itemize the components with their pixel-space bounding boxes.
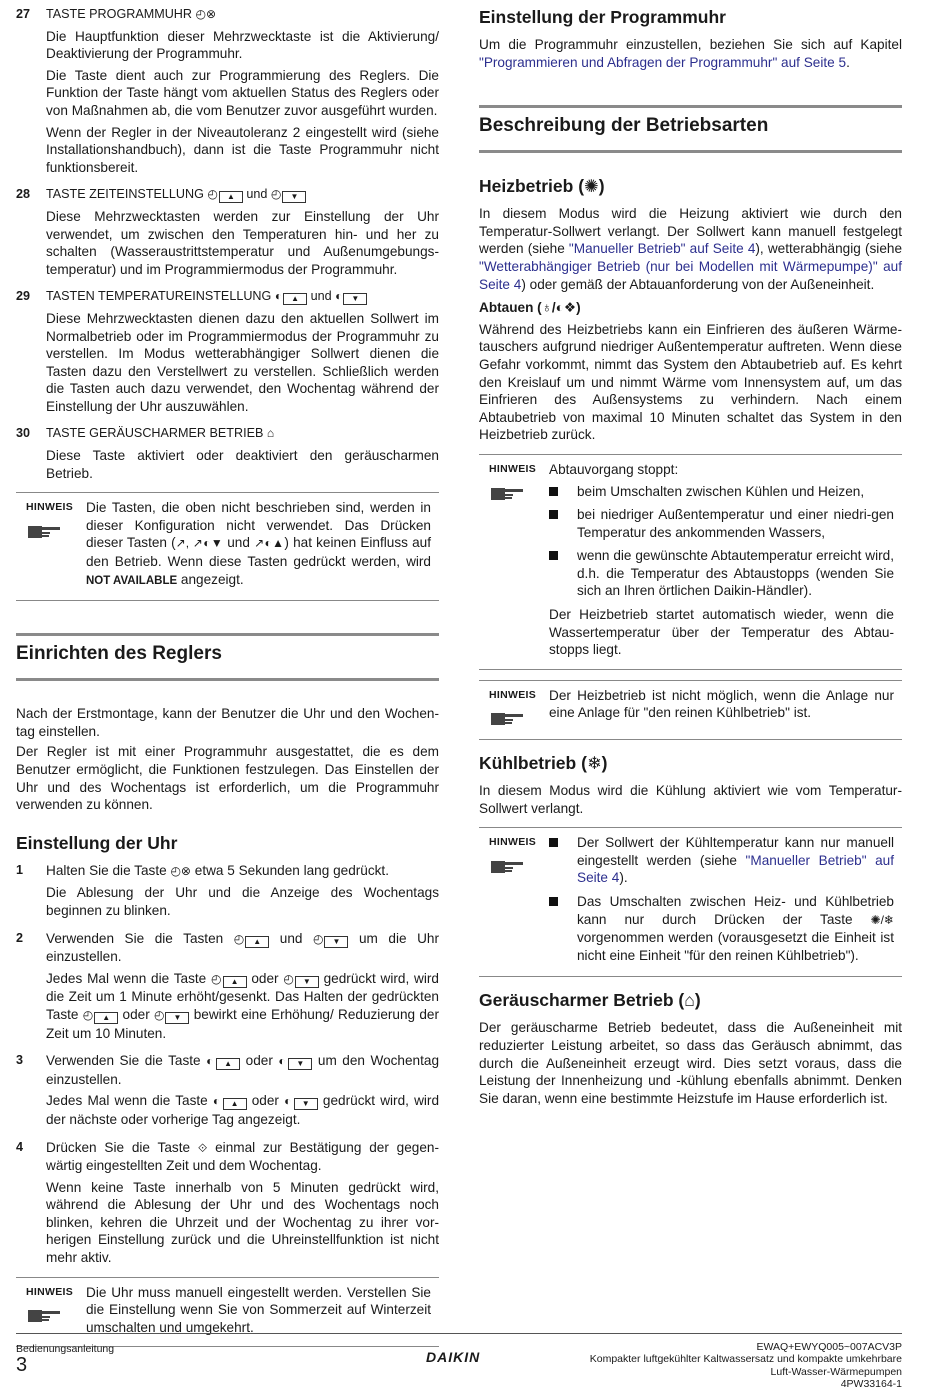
step-4: 4 Drücken Sie die Taste ⟐ einmal zur Bestätigung der gegen-wärtig eingestellten Zeit und dem Wochentag. Wenn keine Taste innerhalb von 5 Minuten gedrückt wird, während die Ablesung der Uhr und des Wochentags noch blinken, kehren die Uhrzeit und der Wochentag zu ihrer vor-herigen Einstellung zurück und die Uhreinstellfunktion ist nicht mehr aktiv. bbox=[16, 1139, 439, 1266]
item-number: 27 bbox=[16, 7, 31, 21]
item-28 bbox=[16, 186, 439, 282]
bullet-icon bbox=[549, 487, 558, 496]
list-item: wenn die gewünschte Abtautemperatur erreicht wird, d.h. die Temperatur des Abtaustopps (wenden Sie sich an Ihren örtlichen Daikin-Händler). bbox=[549, 547, 894, 600]
paragraph: Drücken Sie die Taste ⟐ einmal zur Bestätigung der gegen-wärtig eingestellten Zeit und dem Wochentag. bbox=[46, 1139, 439, 1174]
note-label: HINWEIS bbox=[489, 836, 537, 849]
item-heading: TASTE GERÄUSCHARMER BETRIEB ⌂ bbox=[46, 426, 275, 441]
clock-down-icon: ◴ ▼ bbox=[283, 972, 318, 986]
temp-down-icon: ◐ ▼ bbox=[335, 289, 367, 303]
link-wetterabhaengiger-betrieb[interactable]: "Wetterabhängiger Betrieb (nur bei Modellen mit Wärmepumpe)" auf Seite 4 bbox=[479, 258, 902, 292]
list-item: Das Umschalten zwischen Heiz- und Kühlbetrieb kann nur durch Drücken der Taste ✺/❄ vorgenommen werden (vorausgesetzt die Einheit ist nicht eine Einheit "für den reinen Kühlbetrieb"). bbox=[549, 893, 894, 964]
key-symbols-icon: ↗, ↗◐▼ bbox=[175, 536, 224, 551]
note-box bbox=[16, 492, 439, 601]
bullet-icon bbox=[549, 838, 558, 847]
list-item: Der Sollwert der Kühltemperatur kann nur manuell eingestellt werden (siehe "Manueller Betrieb" auf Seite 4). bbox=[549, 834, 894, 887]
page-footer bbox=[16, 1333, 902, 1390]
step-3: 3 Verwenden Sie die Taste ◐ ▲ oder ◐ ▼ um den Wochentag einzustellen. Jedes Mal wenn die Taste ◐ ▲ oder ◐ ▼ gedrückt wird, wird der nächste oder vorherige Tag angezeigt. bbox=[16, 1053, 440, 1127]
temp-up-icon: ◐ ▲ bbox=[206, 1054, 240, 1068]
footer-doc-type: Bedienungsanleitung bbox=[16, 1343, 115, 1355]
pointing-hand-icon bbox=[26, 1305, 62, 1325]
clock-up-icon: ◴ ▲ bbox=[207, 187, 242, 201]
paragraph: Verwenden Sie die Taste ◐ ▲ oder ◐ ▼ um den Wochentag einzustellen. bbox=[46, 1053, 440, 1087]
paragraph: Nach der Erstmontage, kann der Benutzer die Uhr und den Wochen-tag einstellen. bbox=[16, 706, 439, 739]
paragraph: Wenn keine Taste innerhalb von 5 Minuten gedrückt wird, während die Ablesung der Uhr und des Wochentags noch blinken, kehren die Uhrzeit und der Wochentag zu ihrer vor-herigen Einstellung zurück und die Uhreinstellfunktion ist nicht mehr aktiv. bbox=[46, 1179, 439, 1266]
snowflake-icon: ❄ bbox=[586, 753, 602, 774]
paragraph: Jedes Mal wenn die Taste ◐ ▲ oder ◐ ▼ gedrückt wird, wird der nächste oder vorherige Tag angezeigt. bbox=[46, 1093, 440, 1127]
clock-up-icon: ◴ ▲ bbox=[234, 932, 269, 946]
defrost-icon: ♁/◐❖ bbox=[541, 300, 577, 316]
pointing-hand-icon bbox=[489, 483, 525, 503]
clock-up-icon: ◴ ▲ bbox=[211, 972, 246, 986]
paragraph: Um die Programmuhr einzustellen, beziehen Sie sich auf Kapitel "Programmieren und Abfragen der Programmuhr" auf Seite 5. bbox=[479, 37, 902, 70]
paragraph: Der Regler ist mit einer Programmuhr ausgestattet, die es dem Benutzer ermöglicht, die Funktionen festzulegen. Das Einstellen der Uhr und des Wochentags ist erforderlich, um die Programmuhr verwenden zu können. bbox=[16, 744, 439, 813]
clock-down-icon: ◴ ▼ bbox=[313, 932, 348, 946]
pointing-hand-icon bbox=[26, 521, 62, 541]
note-text: Abtauvorgang stoppt: bbox=[549, 461, 679, 477]
list-item: beim Umschalten zwischen Kühlen und Heizen, bbox=[549, 483, 894, 501]
section-heading-betriebsarten: Beschreibung der Betriebsarten bbox=[479, 105, 902, 153]
clock-timer-icon: ◴⊗ bbox=[170, 863, 191, 878]
clock-down-icon: ◴ ▼ bbox=[154, 1008, 189, 1022]
subheading-abtauen: Abtauen (♁/◐❖) bbox=[479, 300, 581, 316]
heat-cool-icon: ✺/❄ bbox=[870, 912, 894, 927]
key-symbols-icon: ↗◐▲ bbox=[254, 536, 285, 551]
paragraph: Jedes Mal wenn die Taste ◴ ▲ oder ◴ ▼ gedrückt wird, wird die Zeit um 1 Minute erhöht/gesenkt. Das Halten der gedrückten Taste ◴ ▲ oder ◴ ▼ bewirkt eine Erhöhung/ Reduzierung der Zeit um 10 Minuten. bbox=[46, 970, 440, 1041]
confirm-icon: ⟐ bbox=[197, 1140, 208, 1155]
paragraph: In diesem Modus wird die Kühlung aktiviert wie vom Temperatur-Sollwert verlangt. bbox=[479, 783, 902, 816]
temp-down-icon: ◐ ▼ bbox=[284, 1094, 318, 1108]
left-column bbox=[16, 6, 439, 1347]
paragraph: Diese Mehrzwecktasten dienen dazu den aktuellen Sollwert im Normalbetrieb oder im Programmiermodus der Programmuhr zu verstellen. Im Modus wetterabhängiger Sollwert dienen die Tasten dazu den Verstellwert zu verstellen. Schließlich werden die Tasten auch dazu verwendet, den Wochentag während der Einstellung der Uhr auszuwählen. bbox=[46, 310, 439, 414]
right-column bbox=[479, 6, 902, 1110]
note-text: Der Heizbetrieb ist nicht möglich, wenn die Anlage nur eine Anlage für "den reinen Kühlbetrieb" ist. bbox=[549, 687, 894, 721]
clock-timer-icon: ◴⊗ bbox=[195, 7, 217, 21]
link-manueller-betrieb[interactable]: "Manueller Betrieb" auf Seite 4 bbox=[577, 852, 894, 886]
item-number: 30 bbox=[16, 426, 31, 441]
pointing-hand-icon bbox=[489, 708, 525, 728]
note-label: HINWEIS bbox=[26, 501, 74, 514]
note-label: HINWEIS bbox=[489, 462, 537, 475]
note-text: Die Tasten, die oben nicht beschrieben sind, werden in dieser Konfiguration nicht verwendet. Das Drücken dieser Tasten (↗, ↗◐▼ und ↗◐▲) hat keinen Einfluss auf den Betrieb. Wenn diese Tasten gedrückt werden, wird NOT AVAILABLE angezeigt. bbox=[86, 500, 431, 587]
item-heading: TASTE PROGRAMMUHR ◴⊗ bbox=[46, 7, 217, 21]
daikin-logo: DAIKIN bbox=[426, 1349, 481, 1365]
quiet-mode-icon: ⌂ bbox=[684, 990, 695, 1011]
page-number: 3 bbox=[16, 1354, 28, 1376]
list-item: bei niedriger Außentemperatur und einer niedri-gen Temperatur des ankommenden Wassers, bbox=[549, 506, 894, 541]
temp-down-icon: ◐ ▼ bbox=[278, 1054, 312, 1068]
paragraph: Die Taste dient auch zur Programmierung des Reglers. Die Funktion der Taste hängt vom aktuellen Status des Reglers oder von Maßnahmen ab, die vom Benutzer zuvor ausgeführt wurden. bbox=[46, 67, 439, 118]
note-box bbox=[479, 454, 902, 670]
clock-up-icon: ◴ ▲ bbox=[83, 1008, 118, 1022]
link-programmuhr[interactable]: "Programmieren und Abfragen der Programmuhr" auf Seite 5 bbox=[479, 54, 847, 70]
paragraph: Der geräuscharme Betrieb bedeutet, dass die Außeneinheit mit reduzierter Leistung arbeitet, so dass das Geräusch abnimmt, das durch die Außeneinheit erzeugt wird. Dies setzt voraus, dass die Leistung der Innenheizung und -kühlung ebenfalls abnimmt. Denken Sie daran, wenn eine bestimmte Heizstufe im Hause erforderlich ist. bbox=[479, 1020, 902, 1106]
subheading-heizbetrieb: Heizbetrieb (✺) bbox=[479, 176, 605, 197]
bullet-icon bbox=[549, 897, 558, 906]
temp-up-icon: ◐ ▲ bbox=[213, 1094, 247, 1108]
item-number: 28 bbox=[16, 187, 31, 202]
temp-up-icon: ◐ ▲ bbox=[275, 289, 307, 303]
step-1: 1 Halten Sie die Taste ◴⊗ etwa 5 Sekunden lang gedrückt. Die Ablesung der Uhr und die Anzeige des Wochentags beginnen zu blinken. bbox=[16, 862, 439, 918]
note-text: Die Uhr muss manuell eingestellt werden. Verstellen Sie die Einstellung wenn Sie von Sommerzeit auf Winterzeit umschalten und umgekehrt. bbox=[86, 1284, 431, 1335]
footer-model-info: EWAQ+EWYQ005~007ACV3P Kompakter luftgekühlter Kaltwassersatz und kompakte umkehrbare Luft-Wasser-Wärmepumpen 4PW33164-1 bbox=[589, 1341, 902, 1391]
step-2: 2 Verwenden Sie die Tasten ◴ ▲ und ◴ ▼ um die Uhr einzustellen. Jedes Mal wenn die Taste ◴ ▲ oder ◴ ▼ gedrückt wird, wird die Zeit um 1 Minute erhöht/gesenkt. Das Halten der gedrückten Taste ◴ ▲ oder ◴ ▼ bewirkt eine Erhöhung/ Reduzierung der Zeit um 10 Minuten. bbox=[16, 930, 440, 1041]
pointing-hand-icon bbox=[489, 856, 525, 876]
paragraph: Wenn der Regler in der Niveautoleranz 2 eingestellt wird (siehe Installationshandbuch), dann ist die Taste Programmuhr nicht funktionsbereit. bbox=[46, 124, 439, 175]
sun-icon: ✺ bbox=[584, 176, 599, 197]
subheading-kuehlbetrieb: Kühlbetrieb (❄) bbox=[479, 753, 608, 774]
item-30 bbox=[16, 425, 439, 486]
note-text: Der Heizbetrieb startet automatisch wieder, wenn die Wassertemperatur über der Temperatur des Abtau-stopps liegt. bbox=[549, 607, 894, 658]
subheading-uhr: Einstellung der Uhr bbox=[16, 832, 178, 853]
link-manueller-betrieb[interactable]: "Manueller Betrieb" auf Seite 4 bbox=[568, 241, 756, 257]
paragraph: In diesem Modus wird die Heizung aktiviert wie durch den Temperatur-Sollwert verlangt. Der Sollwert kann manuell festgelegt werden (siehe "Manueller Betrieb" auf Seite 4), wetterabhängig (siehe "Wetterabhängiger Betrieb (nur bei Modellen mit Wärmepumpe)" auf Seite 4) oder gemäß der Abtauanforderung von der Außeneinheit. bbox=[479, 206, 903, 292]
section-heading-einrichten: Einrichten des Reglers bbox=[16, 633, 439, 681]
item-27 bbox=[16, 6, 439, 180]
bullet-icon bbox=[549, 510, 558, 519]
note-label: HINWEIS bbox=[26, 1285, 74, 1298]
item-29 bbox=[16, 288, 439, 419]
paragraph: Verwenden Sie die Tasten ◴ ▲ und ◴ ▼ um die Uhr einzustellen. bbox=[46, 930, 439, 965]
item-heading: TASTEN TEMPERATUREINSTELLUNG ◐ ▲ und ◐ ▼ bbox=[46, 288, 439, 306]
paragraph: Die Hauptfunktion dieser Mehrzwecktaste ist die Aktivierung/ Deaktivierung der Programmuhr. bbox=[46, 28, 439, 62]
paragraph: Während des Heizbetriebs kann ein Einfrieren des äußeren Wärme-tauschers aufgrund niedriger Außentemperatur auftreten. Wenn diese Gefahr vorkommt, nimmt das System den Abtaubetrieb auf. Es kehrt den Kreislauf um und nimmt Wärme vom Innensystem auf, um das Einfrieren des Außensystems zu verhindern. Nach einem Abtaubetrieb von maximal 10 Minuten schaltet das System in den Heizbetrieb zurück. bbox=[479, 321, 902, 443]
paragraph: Die Ablesung der Uhr und die Anzeige des Wochentags beginnen zu blinken. bbox=[46, 885, 439, 918]
note-box bbox=[479, 827, 902, 977]
subheading-programmuhr: Einstellung der Programmuhr bbox=[479, 7, 726, 27]
item-number: 29 bbox=[16, 289, 31, 304]
item-heading: TASTE ZEITEINSTELLUNG ◴ ▲ und ◴ ▼ bbox=[46, 186, 439, 204]
note-label: HINWEIS bbox=[489, 688, 537, 701]
clock-down-icon: ◴ ▼ bbox=[271, 187, 306, 201]
paragraph: Halten Sie die Taste ◴⊗ etwa 5 Sekunden lang gedrückt. bbox=[46, 862, 389, 878]
paragraph: Diese Mehrzwecktasten werden zur Einstellung der Uhr verwendet, um zwischen den Temperaturen hin- und her zu schalten (Wasseraustrittstemperatur und Außenumgebungs-temperatur) und im Programmiermodus der Programmuhr. bbox=[46, 208, 439, 277]
subheading-geraeuscharmer-betrieb: Geräuscharmer Betrieb (⌂) bbox=[479, 990, 701, 1011]
bullet-icon bbox=[549, 551, 558, 560]
paragraph: Diese Taste aktiviert oder deaktiviert den geräuscharmen Betrieb. bbox=[46, 448, 439, 481]
quiet-mode-icon: ⌂ bbox=[266, 426, 275, 441]
note-box bbox=[479, 680, 902, 740]
